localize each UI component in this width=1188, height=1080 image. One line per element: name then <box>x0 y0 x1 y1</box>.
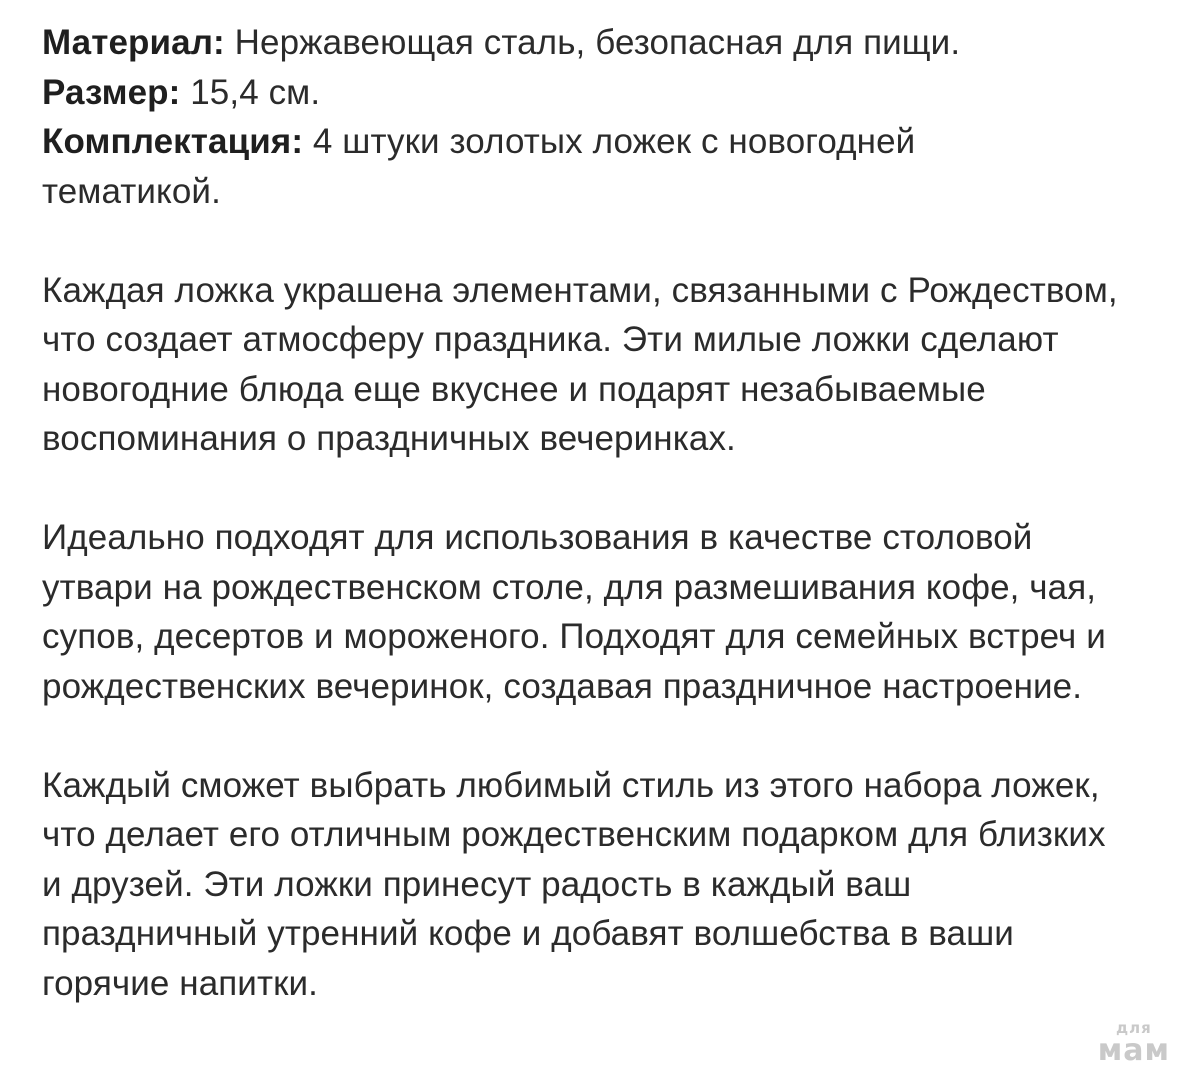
spec-size <box>42 68 1162 118</box>
spec-kit-value: 4 штуки золотых ложек с новогодней тематикой. <box>42 122 916 211</box>
paragraph-decoration: Каждая ложка украшена элементами, связанными с Рождеством, что создает атмосферу праздника. Эти милые ложки сделают новогодние блюда еще вкуснее и подарят незабываемые воспоминания о праздничных вечеринках. <box>42 270 1118 458</box>
paragraph-gift: Каждый сможет выбрать любимый стиль из этого набора ложек, что делает его отличным рождественским подарком для близких и друзей. Эти ложки принесут радость в каждый ваш праздничный утренний кофе и добавят волшебства в ваши горячие напитки. <box>42 765 1106 1003</box>
spec-kit-label: Комплектация: <box>42 122 304 161</box>
paragraph-usage: Идеально подходят для использования в качестве столовой утвари на рождественском столе, для размешивания кофе, чая, супов, десертов и мороженого. Подходят для семейных встреч и рождественских вечеринок, создавая праздничное настроение. <box>42 518 1106 706</box>
product-description <box>42 18 1162 1008</box>
spec-material <box>42 18 1162 68</box>
spec-size-value: 15,4 см. <box>190 72 321 112</box>
spec-material-label: Материал: <box>42 23 225 62</box>
spec-size-label: Размер: <box>42 72 181 112</box>
spec-kit <box>42 117 1042 216</box>
spec-material-value: Нержавеющая сталь, безопасная для пищи. <box>234 23 961 62</box>
watermark-top: для <box>1115 1019 1152 1037</box>
watermark-logo <box>1098 1021 1170 1066</box>
watermark-bottom: мам <box>1097 1033 1170 1068</box>
